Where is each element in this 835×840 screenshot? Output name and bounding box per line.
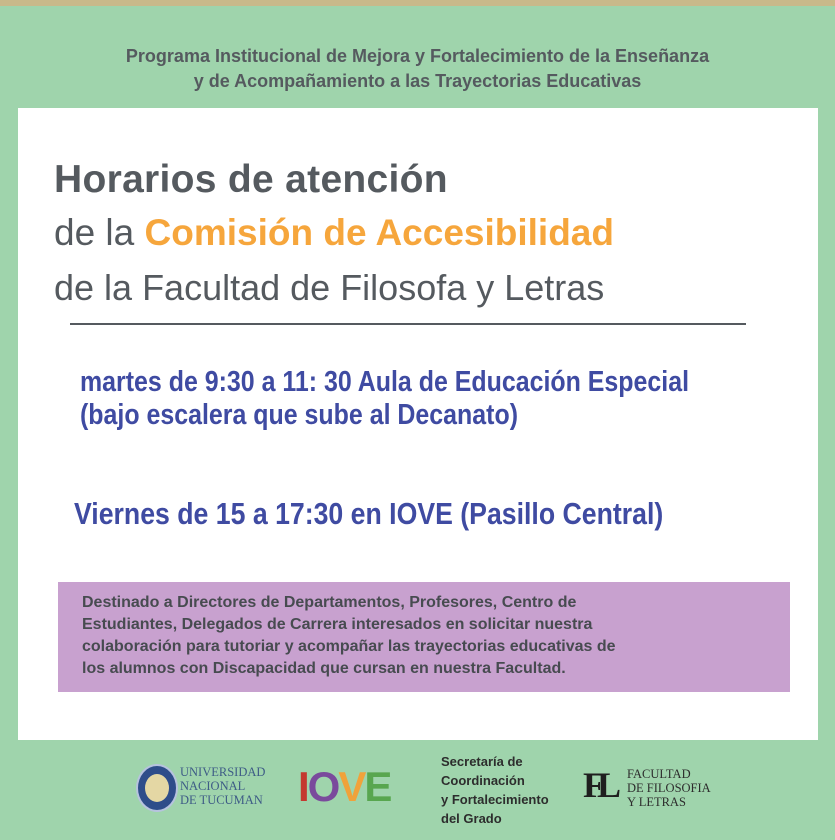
commission-name: Comisión de Accesibilidad xyxy=(144,212,614,253)
program-header-line2: y de Acompañamiento a las Trayectorias Educativas xyxy=(193,71,642,91)
secretaria-line2: Coordinación xyxy=(441,773,525,788)
iove-letter-v: V xyxy=(338,763,365,810)
title-line2 xyxy=(54,212,614,254)
schedule-friday: Viernes de 15 a 17:30 en IOVE (Pasillo Central) xyxy=(74,496,664,531)
note-line1: Destinado a Directores de Departamentos, Profesores, Centro de xyxy=(82,594,577,611)
note-line3: colaboración para tutoriar y acompañar las trayectorias educativas de xyxy=(82,638,616,655)
iove-logo xyxy=(298,763,391,810)
top-border xyxy=(0,0,835,6)
ffl-monogram-icon: FL xyxy=(583,765,614,805)
audience-note xyxy=(58,582,790,692)
unt-line1: UNIVERSIDAD xyxy=(180,765,266,779)
secretaria-line1: Secretaría de xyxy=(441,754,523,769)
unt-line3: DE TUCUMAN xyxy=(180,793,263,807)
secretaria-line4: del Grado xyxy=(441,811,502,826)
divider xyxy=(70,323,746,325)
unt-seal-icon xyxy=(136,764,178,812)
footer-logos xyxy=(0,748,835,840)
content-card xyxy=(18,108,818,740)
title-line1: Horarios de atención xyxy=(54,158,448,201)
iove-letter-o: O xyxy=(307,763,339,810)
unt-line2: NACIONAL xyxy=(180,779,246,793)
title-line3: de la Facultad de Filosofa y Letras xyxy=(54,267,605,308)
unt-logo-text xyxy=(180,765,265,807)
ffl-line3: Y LETRAS xyxy=(627,795,686,809)
title-line2-prefix: de la xyxy=(54,212,145,253)
ffl-line2: DE FILOSOFIA xyxy=(627,781,711,795)
schedule-tuesday-line1: martes de 9:30 a 11: 30 Aula de Educación Especial xyxy=(80,366,690,398)
iove-letter-i: I xyxy=(298,763,308,810)
iove-letter-e: E xyxy=(364,763,391,810)
program-header xyxy=(0,44,835,94)
note-line2: Estudiantes, Delegados de Carrera interesados en solicitar nuestra xyxy=(82,616,593,633)
audience-note-text xyxy=(82,592,782,680)
secretaria-line3: y Fortalecimiento xyxy=(441,792,549,807)
schedule-tuesday xyxy=(80,366,689,432)
secretaria-text xyxy=(441,752,549,828)
program-header-line1: Programa Institucional de Mejora y Fortalecimiento de la Enseñanza xyxy=(125,46,710,66)
ffl-line1: FACULTAD xyxy=(627,767,691,781)
ffl-logo-text xyxy=(627,767,711,809)
schedule-tuesday-line2: (bajo escalera que sube al Decanato) xyxy=(80,399,519,431)
note-line4: los alumnos con Discapacidad que cursan en nuestra Facultad. xyxy=(82,660,566,677)
